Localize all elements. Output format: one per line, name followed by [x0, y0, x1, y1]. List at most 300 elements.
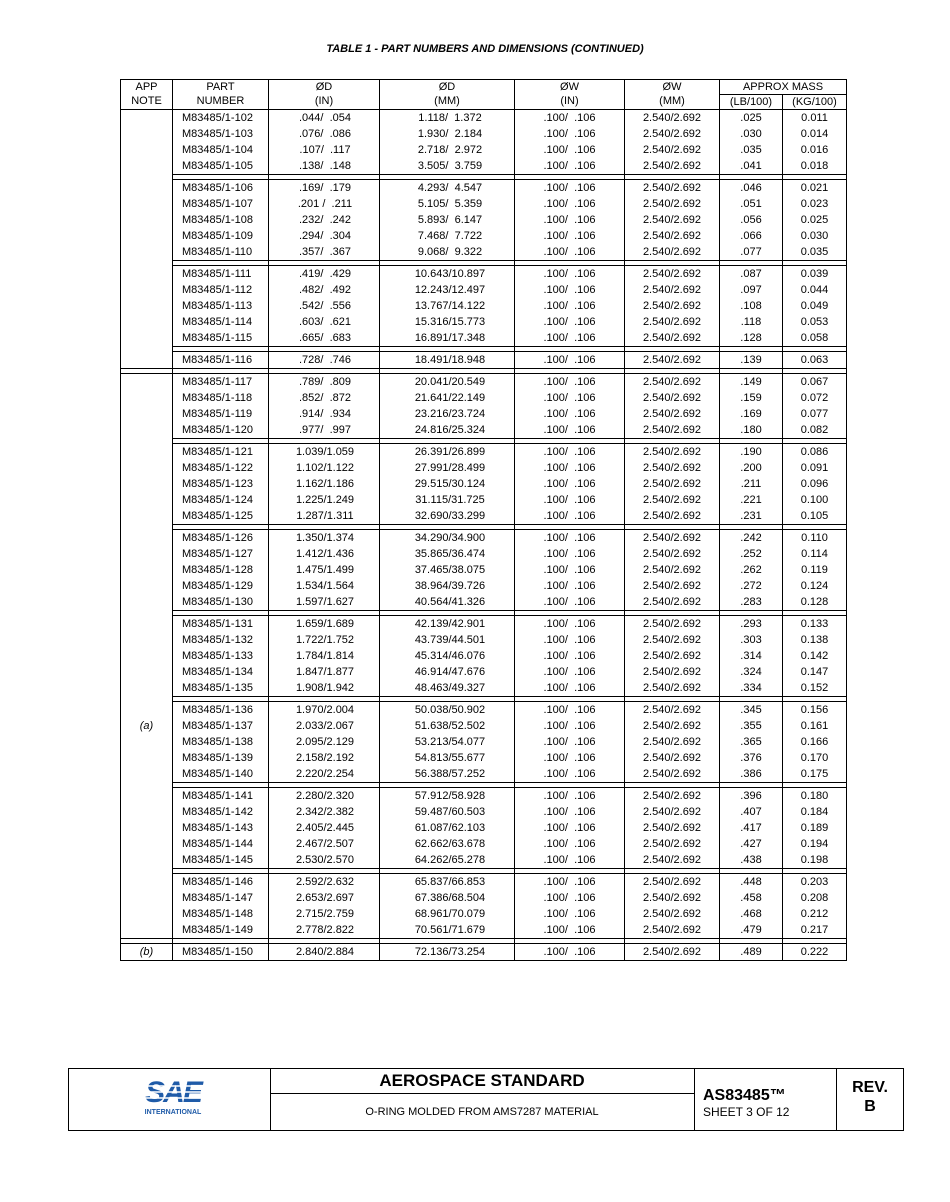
width-in: .100/ .106 — [515, 508, 625, 525]
diameter-mm: 65.837/66.853 — [380, 874, 515, 891]
header-mass-kg: (KG/100) — [783, 95, 847, 110]
app-note-cell — [121, 578, 173, 594]
mass-kg: 0.147 — [783, 664, 847, 680]
width-in: .100/ .106 — [515, 788, 625, 805]
mass-lb: .051 — [720, 196, 783, 212]
app-note-cell — [121, 804, 173, 820]
app-note-cell — [121, 664, 173, 680]
width-mm: 2.540/2.692 — [625, 578, 720, 594]
width-mm: 2.540/2.692 — [625, 944, 720, 961]
width-in: .100/ .106 — [515, 648, 625, 664]
table-row — [121, 196, 847, 212]
diameter-in: .482/ .492 — [269, 282, 380, 298]
width-mm: 2.540/2.692 — [625, 110, 720, 127]
diameter-in: 2.405/2.445 — [269, 820, 380, 836]
document-subtitle: O-RING MOLDED FROM AMS7287 MATERIAL — [365, 1106, 599, 1118]
mass-kg: 0.161 — [783, 718, 847, 734]
mass-lb: .066 — [720, 228, 783, 244]
diameter-mm: 5.105/ 5.359 — [380, 196, 515, 212]
part-number: M83485/1-107 — [173, 196, 269, 212]
diameter-mm: 9.068/ 9.322 — [380, 244, 515, 261]
diameter-mm: 15.316/15.773 — [380, 314, 515, 330]
app-note-cell: (a) — [121, 718, 173, 734]
part-number: M83485/1-144 — [173, 836, 269, 852]
table-body — [121, 110, 847, 961]
mass-kg: 0.119 — [783, 562, 847, 578]
mass-kg: 0.166 — [783, 734, 847, 750]
diameter-mm: 56.388/57.252 — [380, 766, 515, 783]
mass-lb: .468 — [720, 906, 783, 922]
width-in: .100/ .106 — [515, 126, 625, 142]
width-in: .100/ .106 — [515, 330, 625, 347]
part-number: M83485/1-125 — [173, 508, 269, 525]
app-note-cell — [121, 444, 173, 461]
part-number: M83485/1-131 — [173, 616, 269, 633]
mass-lb: .376 — [720, 750, 783, 766]
table-row — [121, 546, 847, 562]
app-note-cell — [121, 616, 173, 633]
width-in: .100/ .106 — [515, 702, 625, 719]
app-note-cell — [121, 788, 173, 805]
diameter-in: .138/ .148 — [269, 158, 380, 175]
table-row — [121, 906, 847, 922]
table-row — [121, 330, 847, 347]
mass-lb: .200 — [720, 460, 783, 476]
header-approx-mass: APPROX MASS — [720, 80, 847, 95]
width-mm: 2.540/2.692 — [625, 196, 720, 212]
diameter-in: 1.287/1.311 — [269, 508, 380, 525]
diameter-in: .201 / .211 — [269, 196, 380, 212]
width-in: .100/ .106 — [515, 492, 625, 508]
width-in: .100/ .106 — [515, 352, 625, 369]
width-in: .100/ .106 — [515, 406, 625, 422]
width-in: .100/ .106 — [515, 766, 625, 783]
diameter-in: .914/ .934 — [269, 406, 380, 422]
app-note-cell — [121, 244, 173, 261]
mass-kg: 0.025 — [783, 212, 847, 228]
table-row — [121, 180, 847, 197]
mass-kg: 0.011 — [783, 110, 847, 127]
table-row — [121, 476, 847, 492]
part-number: M83485/1-142 — [173, 804, 269, 820]
mass-kg: 0.212 — [783, 906, 847, 922]
app-note-cell — [121, 406, 173, 422]
width-in: .100/ .106 — [515, 476, 625, 492]
mass-lb: .448 — [720, 874, 783, 891]
width-mm: 2.540/2.692 — [625, 406, 720, 422]
part-number: M83485/1-134 — [173, 664, 269, 680]
part-number: M83485/1-114 — [173, 314, 269, 330]
diameter-in: 1.162/1.186 — [269, 476, 380, 492]
table-row — [121, 492, 847, 508]
header-w-mm-unit: (MM) — [625, 95, 720, 110]
app-note-cell — [121, 314, 173, 330]
width-mm: 2.540/2.692 — [625, 330, 720, 347]
width-mm: 2.540/2.692 — [625, 228, 720, 244]
width-in: .100/ .106 — [515, 390, 625, 406]
width-mm: 2.540/2.692 — [625, 508, 720, 525]
mass-lb: .262 — [720, 562, 783, 578]
width-in: .100/ .106 — [515, 578, 625, 594]
diameter-mm: 38.964/39.726 — [380, 578, 515, 594]
app-note-cell — [121, 702, 173, 719]
diameter-in: .232/ .242 — [269, 212, 380, 228]
width-mm: 2.540/2.692 — [625, 126, 720, 142]
app-note-cell — [121, 680, 173, 697]
diameter-mm: 12.243/12.497 — [380, 282, 515, 298]
diameter-mm: 67.386/68.504 — [380, 890, 515, 906]
table-row — [121, 110, 847, 127]
mass-lb: .293 — [720, 616, 783, 633]
diameter-in: 1.970/2.004 — [269, 702, 380, 719]
diameter-in: 2.653/2.697 — [269, 890, 380, 906]
table-row — [121, 212, 847, 228]
header-w-in: ØW — [515, 80, 625, 95]
mass-lb: .396 — [720, 788, 783, 805]
diameter-in: .977/ .997 — [269, 422, 380, 439]
diameter-mm: 35.865/36.474 — [380, 546, 515, 562]
mass-lb: .087 — [720, 266, 783, 283]
table-title: TABLE 1 - PART NUMBERS AND DIMENSIONS (CONTINUED) — [326, 43, 644, 55]
part-number: M83485/1-103 — [173, 126, 269, 142]
table-row — [121, 750, 847, 766]
app-note-cell — [121, 546, 173, 562]
app-note-cell — [121, 594, 173, 611]
app-note-cell — [121, 750, 173, 766]
diameter-in: 1.847/1.877 — [269, 664, 380, 680]
width-mm: 2.540/2.692 — [625, 594, 720, 611]
part-number: M83485/1-115 — [173, 330, 269, 347]
width-in: .100/ .106 — [515, 616, 625, 633]
header-app: APP — [121, 80, 173, 95]
width-in: .100/ .106 — [515, 750, 625, 766]
part-number: M83485/1-124 — [173, 492, 269, 508]
table-row — [121, 852, 847, 869]
diameter-in: 1.039/1.059 — [269, 444, 380, 461]
mass-kg: 0.077 — [783, 406, 847, 422]
part-number: M83485/1-145 — [173, 852, 269, 869]
part-numbers-table — [120, 79, 847, 961]
diameter-mm: 26.391/26.899 — [380, 444, 515, 461]
mass-lb: .417 — [720, 820, 783, 836]
width-mm: 2.540/2.692 — [625, 836, 720, 852]
mass-kg: 0.072 — [783, 390, 847, 406]
mass-lb: .025 — [720, 110, 783, 127]
width-in: .100/ .106 — [515, 632, 625, 648]
diameter-in: .419/ .429 — [269, 266, 380, 283]
width-in: .100/ .106 — [515, 664, 625, 680]
width-mm: 2.540/2.692 — [625, 492, 720, 508]
app-note-cell — [121, 110, 173, 127]
mass-lb: .128 — [720, 330, 783, 347]
table-row — [121, 352, 847, 369]
mass-kg: 0.138 — [783, 632, 847, 648]
width-in: .100/ .106 — [515, 244, 625, 261]
diameter-in: 1.597/1.627 — [269, 594, 380, 611]
diameter-in: 2.530/2.570 — [269, 852, 380, 869]
standard-title: AEROSPACE STANDARD — [270, 1069, 694, 1094]
app-note-cell — [121, 874, 173, 891]
diameter-in: 2.033/2.067 — [269, 718, 380, 734]
width-mm: 2.540/2.692 — [625, 352, 720, 369]
diameter-in: 1.784/1.814 — [269, 648, 380, 664]
part-number: M83485/1-102 — [173, 110, 269, 127]
diameter-in: 1.350/1.374 — [269, 530, 380, 547]
mass-lb: .097 — [720, 282, 783, 298]
part-number: M83485/1-137 — [173, 718, 269, 734]
diameter-mm: 37.465/38.075 — [380, 562, 515, 578]
mass-kg: 0.021 — [783, 180, 847, 197]
table-row — [121, 766, 847, 783]
mass-kg: 0.194 — [783, 836, 847, 852]
diameter-mm: 16.891/17.348 — [380, 330, 515, 347]
mass-kg: 0.014 — [783, 126, 847, 142]
app-note-cell — [121, 390, 173, 406]
app-note-cell — [121, 374, 173, 391]
width-mm: 2.540/2.692 — [625, 422, 720, 439]
diameter-in: .852/ .872 — [269, 390, 380, 406]
mass-lb: .314 — [720, 648, 783, 664]
app-note-cell — [121, 196, 173, 212]
width-in: .100/ .106 — [515, 460, 625, 476]
table-row — [121, 944, 847, 961]
diameter-in: .542/ .556 — [269, 298, 380, 314]
part-number: M83485/1-118 — [173, 390, 269, 406]
table-row — [121, 578, 847, 594]
sheet-number: SHEET 3 OF 12 — [703, 1105, 790, 1119]
mass-kg: 0.023 — [783, 196, 847, 212]
app-note-cell — [121, 820, 173, 836]
diameter-mm: 51.638/52.502 — [380, 718, 515, 734]
mass-lb: .169 — [720, 406, 783, 422]
table-row — [121, 444, 847, 461]
width-mm: 2.540/2.692 — [625, 530, 720, 547]
mass-lb: .427 — [720, 836, 783, 852]
table-row — [121, 158, 847, 175]
width-in: .100/ .106 — [515, 180, 625, 197]
part-number: M83485/1-128 — [173, 562, 269, 578]
mass-kg: 0.082 — [783, 422, 847, 439]
header-d-mm: ØD — [380, 80, 515, 95]
width-mm: 2.540/2.692 — [625, 648, 720, 664]
app-note-cell — [121, 852, 173, 869]
mass-lb: .139 — [720, 352, 783, 369]
width-mm: 2.540/2.692 — [625, 266, 720, 283]
table-row — [121, 530, 847, 547]
part-number: M83485/1-133 — [173, 648, 269, 664]
part-number: M83485/1-135 — [173, 680, 269, 697]
diameter-in: 1.412/1.436 — [269, 546, 380, 562]
table-row — [121, 374, 847, 391]
width-in: .100/ .106 — [515, 422, 625, 439]
width-in: .100/ .106 — [515, 142, 625, 158]
diameter-mm: 43.739/44.501 — [380, 632, 515, 648]
part-number: M83485/1-109 — [173, 228, 269, 244]
mass-lb: .272 — [720, 578, 783, 594]
diameter-mm: 62.662/63.678 — [380, 836, 515, 852]
diameter-in: .294/ .304 — [269, 228, 380, 244]
mass-kg: 0.039 — [783, 266, 847, 283]
mass-kg: 0.180 — [783, 788, 847, 805]
diameter-in: .044/ .054 — [269, 110, 380, 127]
diameter-mm: 64.262/65.278 — [380, 852, 515, 869]
width-mm: 2.540/2.692 — [625, 804, 720, 820]
mass-kg: 0.091 — [783, 460, 847, 476]
app-note-cell — [121, 282, 173, 298]
mass-lb: .345 — [720, 702, 783, 719]
mass-kg: 0.086 — [783, 444, 847, 461]
app-note-cell — [121, 734, 173, 750]
diameter-in: 2.342/2.382 — [269, 804, 380, 820]
mass-kg: 0.175 — [783, 766, 847, 783]
app-note-cell — [121, 562, 173, 578]
diameter-mm: 21.641/22.149 — [380, 390, 515, 406]
header-d-in: ØD — [269, 80, 380, 95]
table-row — [121, 820, 847, 836]
diameter-mm: 70.561/71.679 — [380, 922, 515, 939]
width-mm: 2.540/2.692 — [625, 180, 720, 197]
part-number: M83485/1-119 — [173, 406, 269, 422]
table-row — [121, 562, 847, 578]
diameter-mm: 13.767/14.122 — [380, 298, 515, 314]
width-in: .100/ .106 — [515, 228, 625, 244]
document-number: AS83485™ — [703, 1087, 786, 1104]
width-mm: 2.540/2.692 — [625, 212, 720, 228]
diameter-mm: 72.136/73.254 — [380, 944, 515, 961]
part-number: M83485/1-138 — [173, 734, 269, 750]
width-mm: 2.540/2.692 — [625, 460, 720, 476]
mass-lb: .221 — [720, 492, 783, 508]
sae-logo — [69, 1069, 271, 1130]
mass-kg: 0.049 — [783, 298, 847, 314]
mass-kg: 0.189 — [783, 820, 847, 836]
part-number: M83485/1-127 — [173, 546, 269, 562]
mass-kg: 0.053 — [783, 314, 847, 330]
diameter-mm: 57.912/58.928 — [380, 788, 515, 805]
diameter-in: 1.659/1.689 — [269, 616, 380, 633]
diameter-in: 2.095/2.129 — [269, 734, 380, 750]
diameter-in: 1.225/1.249 — [269, 492, 380, 508]
part-number: M83485/1-150 — [173, 944, 269, 961]
diameter-mm: 7.468/ 7.722 — [380, 228, 515, 244]
app-note-cell — [121, 648, 173, 664]
app-note-cell — [121, 460, 173, 476]
table-row — [121, 718, 847, 734]
width-mm: 2.540/2.692 — [625, 664, 720, 680]
table-row — [121, 298, 847, 314]
app-note-cell — [121, 158, 173, 175]
width-mm: 2.540/2.692 — [625, 788, 720, 805]
diameter-in: 2.280/2.320 — [269, 788, 380, 805]
table-row — [121, 664, 847, 680]
table-row — [121, 594, 847, 611]
header-d-mm-unit: (MM) — [380, 95, 515, 110]
width-mm: 2.540/2.692 — [625, 680, 720, 697]
diameter-mm: 10.643/10.897 — [380, 266, 515, 283]
app-note-cell — [121, 766, 173, 783]
width-in: .100/ .106 — [515, 680, 625, 697]
width-in: .100/ .106 — [515, 906, 625, 922]
mass-lb: .030 — [720, 126, 783, 142]
mass-lb: .211 — [720, 476, 783, 492]
mass-kg: 0.096 — [783, 476, 847, 492]
mass-kg: 0.105 — [783, 508, 847, 525]
revision-value: B — [864, 1098, 876, 1115]
table-row — [121, 244, 847, 261]
width-mm: 2.540/2.692 — [625, 632, 720, 648]
mass-lb: .149 — [720, 374, 783, 391]
part-number: M83485/1-139 — [173, 750, 269, 766]
diameter-mm: 4.293/ 4.547 — [380, 180, 515, 197]
part-number: M83485/1-105 — [173, 158, 269, 175]
width-mm: 2.540/2.692 — [625, 562, 720, 578]
table-row — [121, 836, 847, 852]
app-note-cell — [121, 836, 173, 852]
width-in: .100/ .106 — [515, 196, 625, 212]
diameter-mm: 1.930/ 2.184 — [380, 126, 515, 142]
diameter-in: 1.908/1.942 — [269, 680, 380, 697]
app-note-cell — [121, 212, 173, 228]
app-note-cell — [121, 906, 173, 922]
diameter-mm: 24.816/25.324 — [380, 422, 515, 439]
table-row — [121, 508, 847, 525]
app-note-cell — [121, 330, 173, 347]
width-in: .100/ .106 — [515, 734, 625, 750]
mass-lb: .190 — [720, 444, 783, 461]
width-mm: 2.540/2.692 — [625, 142, 720, 158]
table-row — [121, 922, 847, 939]
diameter-mm: 29.515/30.124 — [380, 476, 515, 492]
diameter-in: 2.220/2.254 — [269, 766, 380, 783]
part-number: M83485/1-113 — [173, 298, 269, 314]
diameter-mm: 1.118/ 1.372 — [380, 110, 515, 127]
part-number: M83485/1-121 — [173, 444, 269, 461]
revision-label: REV. — [852, 1079, 888, 1096]
mass-kg: 0.203 — [783, 874, 847, 891]
app-note-cell — [121, 890, 173, 906]
width-in: .100/ .106 — [515, 212, 625, 228]
mass-kg: 0.208 — [783, 890, 847, 906]
width-mm: 2.540/2.692 — [625, 244, 720, 261]
diameter-in: .169/ .179 — [269, 180, 380, 197]
mass-kg: 0.018 — [783, 158, 847, 175]
part-number: M83485/1-116 — [173, 352, 269, 369]
mass-kg: 0.184 — [783, 804, 847, 820]
app-note-cell — [121, 352, 173, 369]
width-mm: 2.540/2.692 — [625, 616, 720, 633]
mass-lb: .489 — [720, 944, 783, 961]
diameter-mm: 42.139/42.901 — [380, 616, 515, 633]
width-in: .100/ .106 — [515, 718, 625, 734]
diameter-mm: 23.216/23.724 — [380, 406, 515, 422]
table-row — [121, 228, 847, 244]
diameter-in: 1.475/1.499 — [269, 562, 380, 578]
table-row — [121, 282, 847, 298]
app-note-cell — [121, 476, 173, 492]
mass-kg: 0.198 — [783, 852, 847, 869]
diameter-mm: 54.813/55.677 — [380, 750, 515, 766]
diameter-mm: 68.961/70.079 — [380, 906, 515, 922]
app-note-cell — [121, 422, 173, 439]
mass-lb: .438 — [720, 852, 783, 869]
width-in: .100/ .106 — [515, 562, 625, 578]
mass-lb: .386 — [720, 766, 783, 783]
width-mm: 2.540/2.692 — [625, 852, 720, 869]
mass-lb: .407 — [720, 804, 783, 820]
mass-lb: .355 — [720, 718, 783, 734]
diameter-mm: 34.290/34.900 — [380, 530, 515, 547]
diameter-mm: 3.505/ 3.759 — [380, 158, 515, 175]
